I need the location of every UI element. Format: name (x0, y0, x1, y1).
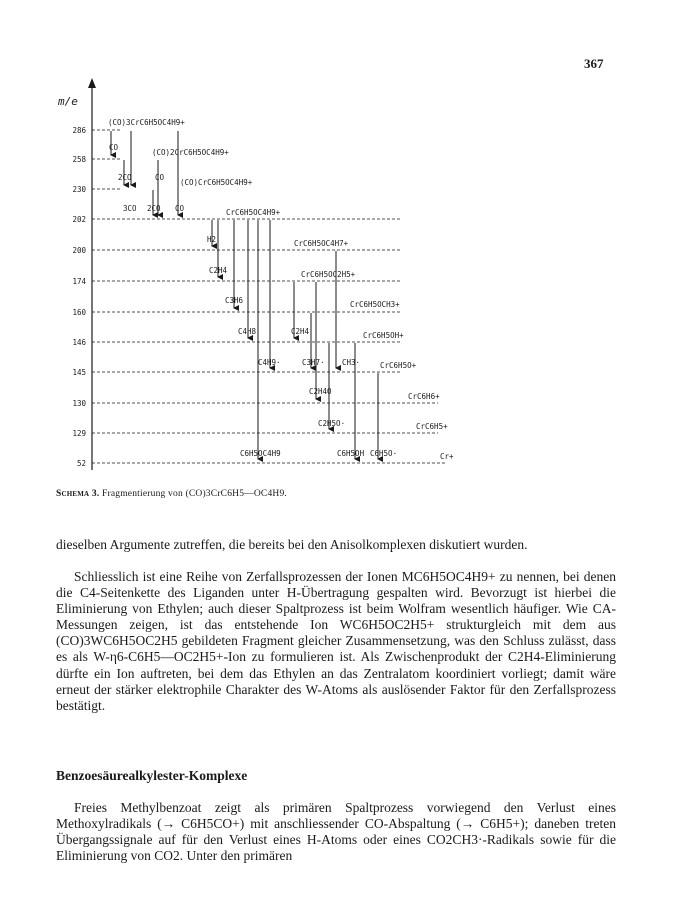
level-tick-130: 130 (72, 399, 86, 408)
paragraph-3: Freies Methylbenzoat zeigt als primären Spaltprozess vorwiegend den Verlust eines Methoxylradikals (→ C6H5CO+) mit anschliessender CO-Abspaltung (→ C6H5+); daneben treten Übergangssignale auf für den Verlust eines H-Atoms oder eines CO2CH3·-Radikals sowie für die Eliminierung von CO2. Unter den primären (56, 800, 616, 864)
loss-label-4: 2CO (147, 204, 161, 213)
ion-label-2: (CO)CrC6H5OC4H9+ (180, 178, 253, 187)
loss-label-13: CH3· (342, 358, 361, 367)
caption-text: Fragmentierung von (CO)3CrC6H5—OC4H9. (102, 489, 287, 499)
level-tick-52: 52 (76, 459, 86, 468)
figure-caption (56, 489, 287, 499)
section-heading: Benzoesäurealkylester-Komplexe (56, 768, 248, 783)
ion-label-6: CrC6H5OCH3+ (350, 300, 400, 309)
loss-label-10: C2H4 (291, 327, 310, 336)
ion-label-11: Cr+ (440, 452, 454, 461)
level-tick-146: 146 (72, 338, 86, 347)
level-tick-145: 145 (72, 368, 86, 377)
loss-label-7: C2H4 (209, 266, 228, 275)
loss-label-9: C4H8 (238, 327, 257, 336)
y-axis-label: m/e (58, 95, 78, 108)
ion-label-1: (CO)2CrC6H5OC4H9+ (152, 148, 229, 157)
loss-label-18: C6H5O· (370, 449, 398, 458)
paragraph-1: dieselben Argumente zutreffen, die bereits bei den Anisolkomplexen diskutiert wurden. (56, 537, 528, 552)
loss-label-1: 2CO (118, 173, 132, 182)
loss-label-6: H2 (207, 235, 217, 244)
loss-label-8: C3H6 (225, 296, 244, 305)
level-tick-200: 200 (72, 246, 86, 255)
level-tick-230: 230 (72, 185, 86, 194)
y-axis-arrowhead (88, 78, 96, 88)
loss-label-0: CO (109, 143, 119, 152)
page-number: 367 (584, 56, 604, 71)
ion-label-8: CrC6H5O+ (380, 361, 417, 370)
loss-label-2: CO (155, 173, 165, 182)
ion-label-10: CrC6H5+ (416, 422, 448, 431)
ion-label-9: CrC6H6+ (408, 392, 440, 401)
ion-label-3: CrC6H5OC4H9+ (226, 208, 281, 217)
loss-label-16: C6H5OC4H9 (240, 449, 281, 458)
loss-label-5: CO (175, 204, 185, 213)
level-tick-258: 258 (72, 155, 86, 164)
level-tick-129: 129 (72, 429, 86, 438)
loss-label-17: C6H5OH (337, 449, 365, 458)
level-tick-160: 160 (72, 308, 86, 317)
ion-label-5: CrC6H5OC2H5+ (301, 270, 356, 279)
loss-label-14: C2H4O (309, 387, 332, 396)
ion-label-4: CrC6H5OC4H7+ (294, 239, 349, 248)
caption-label: Schema 3. (56, 489, 100, 499)
ion-label-0: (CO)3CrC6H5OC4H9+ (108, 118, 185, 127)
loss-label-3: 3CO (123, 204, 137, 213)
loss-label-12: C3H7· (302, 358, 325, 367)
ion-labels (108, 118, 454, 461)
level-tick-286: 286 (72, 126, 86, 135)
loss-label-11: C4H9· (258, 358, 281, 367)
level-tick-202: 202 (72, 215, 86, 224)
level-tick-174: 174 (72, 277, 86, 286)
ion-label-7: CrC6H5OH+ (363, 331, 404, 340)
loss-label-15: C2H5O· (318, 419, 346, 428)
paragraph-2: Schliesslich ist eine Reihe von Zerfallsprozessen der Ionen MC6H5OC4H9+ zu nennen, bei denen die C4-Seitenkette des Liganden unter H-Übertragung gespalten wird. Bevorzugt ist hierbei die Eliminierung von Ethylen; auch dieser Spaltprozess ist beim Wolfram wesentlich häufiger. Wie CA-Messungen zeigen, ist das entstehende Ion WC6H5OC2H5+ strukturgleich mit dem aus (CO)3WC6H5OC2H5 gebildeten Fragment gleicher Zusammensetzung, was den Schluss zulässt, dass es als W-η6-C6H5—OC2H5+-Ion zu formulieren ist. Als Zwischenprodukt der C2H4-Eliminierung dürfte ein Ion auftreten, bei dem das Ethylen an das Zentralatom koordiniert vorliegt; damit wäre erneut der stärker elektrophile Charakter des W-Atoms als auslösender Faktor für den Zerfallsprozess bestätigt. (56, 569, 616, 713)
